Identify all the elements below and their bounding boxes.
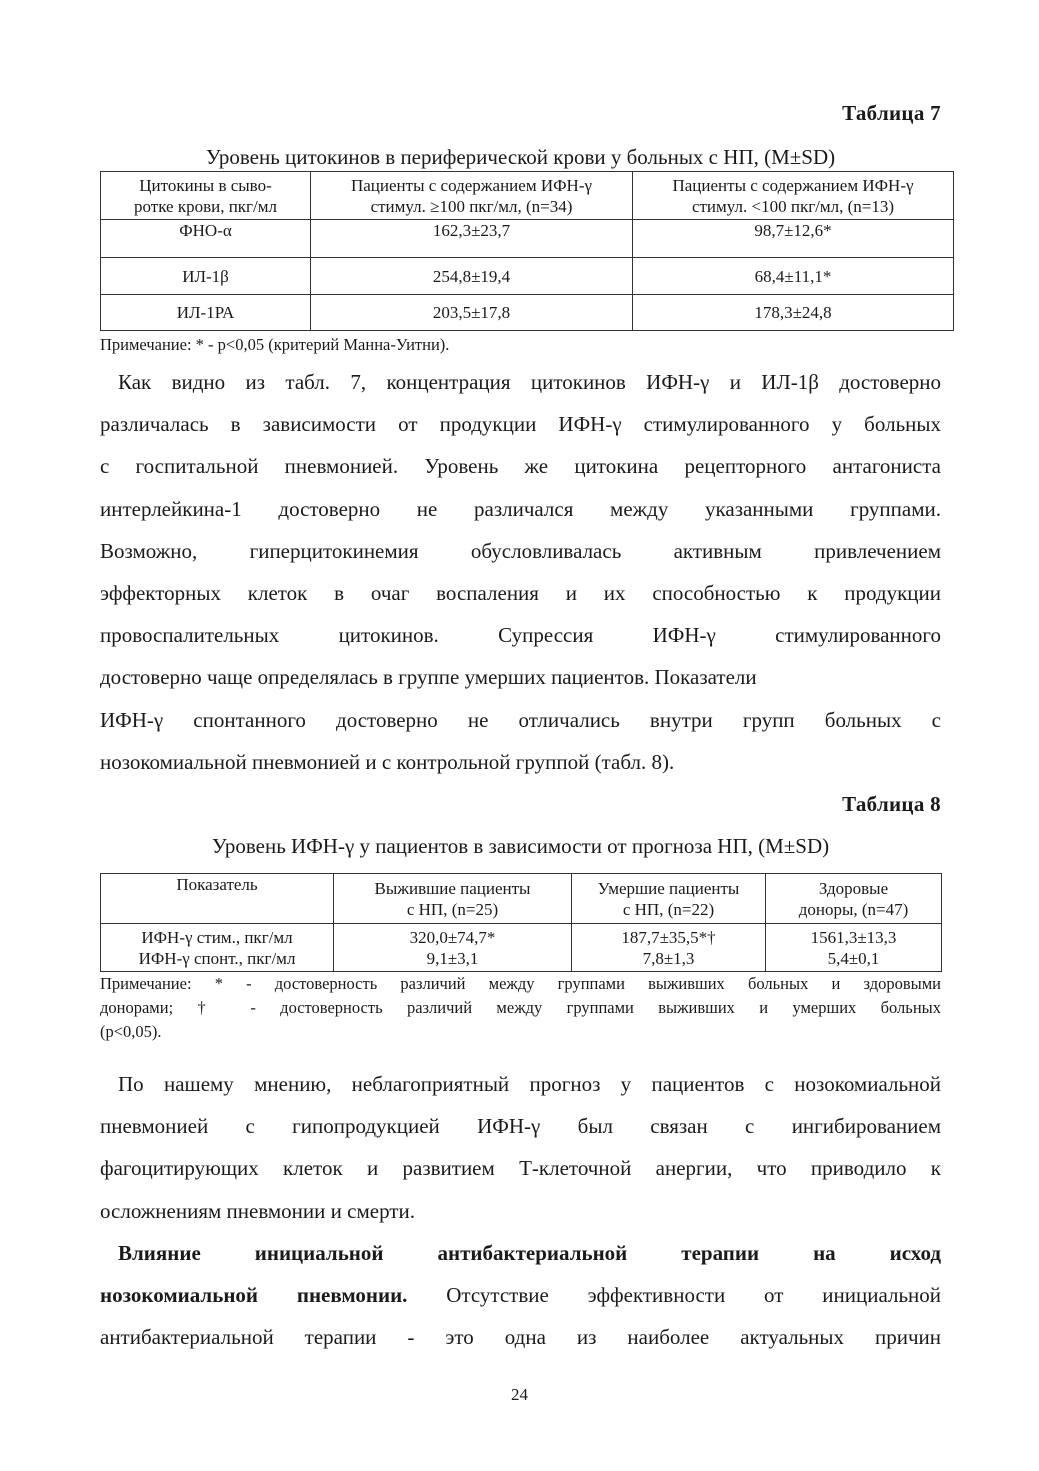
table8-header-cell: Выжившие пациенты с НП, (n=25)	[334, 874, 572, 924]
table-cell: ИЛ-1β	[101, 258, 311, 295]
text-line: нозокомиальной пневмонией и с контрольной группой (табл. 8).	[100, 749, 675, 774]
table-cell: 203,5±17,8	[311, 295, 633, 331]
table-row	[101, 220, 954, 258]
text-line: Как видно из табл. 7, концентрация цитокинов ИФН-γ и ИЛ-1β достоверно	[118, 370, 941, 394]
table-cell: 178,3±24,8	[633, 295, 954, 331]
table8-header-cell: Показатель	[101, 874, 334, 924]
text-line: пневмонией с гипопродукцией ИФН-γ был связан с ингибированием	[100, 1114, 941, 1139]
table-row	[101, 295, 954, 331]
table-cell: 1561,3±13,3 5,4±0,1	[766, 924, 942, 972]
table8-header-row	[101, 874, 942, 924]
table-cell: 320,0±74,7* 9,1±3,1	[334, 924, 572, 972]
table8	[100, 873, 942, 972]
page-number: 24	[511, 1385, 528, 1404]
table-cell: ИФН-γ стим., пкг/мл ИФН-γ спонт., пкг/мл	[101, 924, 334, 972]
text-line: ИФН-γ спонтанного достоверно не отличались внутри групп больных с	[100, 707, 941, 732]
text-line: достоверно чаще определялась в группе умерших пациентов. Показатели	[100, 665, 757, 690]
table8-header-cell: Здоровые доноры, (n=47)	[766, 874, 942, 924]
text-line: По нашему мнению, неблагоприятный прогноз у пациентов с нозокомиальной	[118, 1072, 941, 1096]
table8-label: Таблица 8	[842, 792, 941, 816]
table-cell: 68,4±11,1*	[633, 258, 954, 295]
table7-label: Таблица 7	[842, 101, 941, 125]
paragraph-3	[100, 1232, 941, 1359]
paragraph-2	[100, 1063, 941, 1232]
text-line: провоспалительных цитокинов. Супрессия ИФН-γ стимулированного	[100, 623, 941, 648]
table-row	[101, 924, 942, 972]
text-line: интерлейкина-1 достоверно не различался между указанными группами.	[100, 496, 941, 521]
table-cell: 187,7±35,5*† 7,8±1,3	[572, 924, 766, 972]
table-cell: ИЛ-1РА	[101, 295, 311, 331]
paragraph-1	[100, 361, 941, 783]
table-row	[101, 258, 954, 295]
table7-header-cell: Пациенты с содержанием ИФН-γ стимул. ≥100 пкг/мл, (n=34)	[311, 172, 633, 220]
table-cell: 162,3±23,7	[311, 220, 633, 258]
table7-title: Уровень цитокинов в периферической крови у больных с НП, (M±SD)	[205, 145, 836, 169]
text-line: эффекторных клеток в очаг воспаления и их способностью к продукции	[100, 581, 941, 606]
text-line: фагоцитирующих клеток и развитием Т-клеточной анергии, что приводило к	[100, 1156, 941, 1181]
section-heading: нозокомиальной пневмонии.	[100, 1283, 408, 1308]
text-line: Возможно, гиперцитокинемия обусловливалась активным привлечением	[100, 538, 941, 563]
table7-header-cell: Пациенты с содержанием ИФН-γ стимул. <100 пкг/мл, (n=13)	[633, 172, 954, 220]
table-cell: 98,7±12,6*	[633, 220, 954, 258]
text-line: различалась в зависимости от продукции ИФН-γ стимулированного у больных	[100, 412, 941, 437]
table7-header-cell: Цитокины в сыво- ротке крови, пкг/мл	[101, 172, 311, 220]
text-line: нозокомиальной пневмонии. Отсутствие эффективности от инициальной	[100, 1283, 941, 1308]
text-line: с госпитальной пневмонией. Уровень же цитокина рецепторного антагониста	[100, 454, 941, 479]
table-cell: ФНО-α	[101, 220, 311, 258]
table-cell: 254,8±19,4	[311, 258, 633, 295]
table7-note: Примечание: * - p<0,05 (критерий Манна-Уитни).	[100, 335, 450, 354]
table8-header-cell: Умершие пациенты с НП, (n=22)	[572, 874, 766, 924]
table8-title: Уровень ИФН-γ у пациентов в зависимости от прогноза НП, (M±SD)	[211, 834, 830, 858]
text-line: антибактериальной терапии - это одна из наиболее актуальных причин	[100, 1325, 941, 1350]
section-heading-line: Влияние инициальной антибактериальной терапии на исход	[118, 1241, 941, 1265]
table7-header-row	[101, 172, 954, 220]
table7	[100, 171, 954, 331]
text-line: осложнениям пневмонии и смерти.	[100, 1198, 415, 1223]
table8-note: Примечание: * - достоверность различий между группами выживших больных и здоровыми донорами; † - достоверность различий между группами выживших и умерших больных (p<0,05).	[100, 974, 941, 1041]
